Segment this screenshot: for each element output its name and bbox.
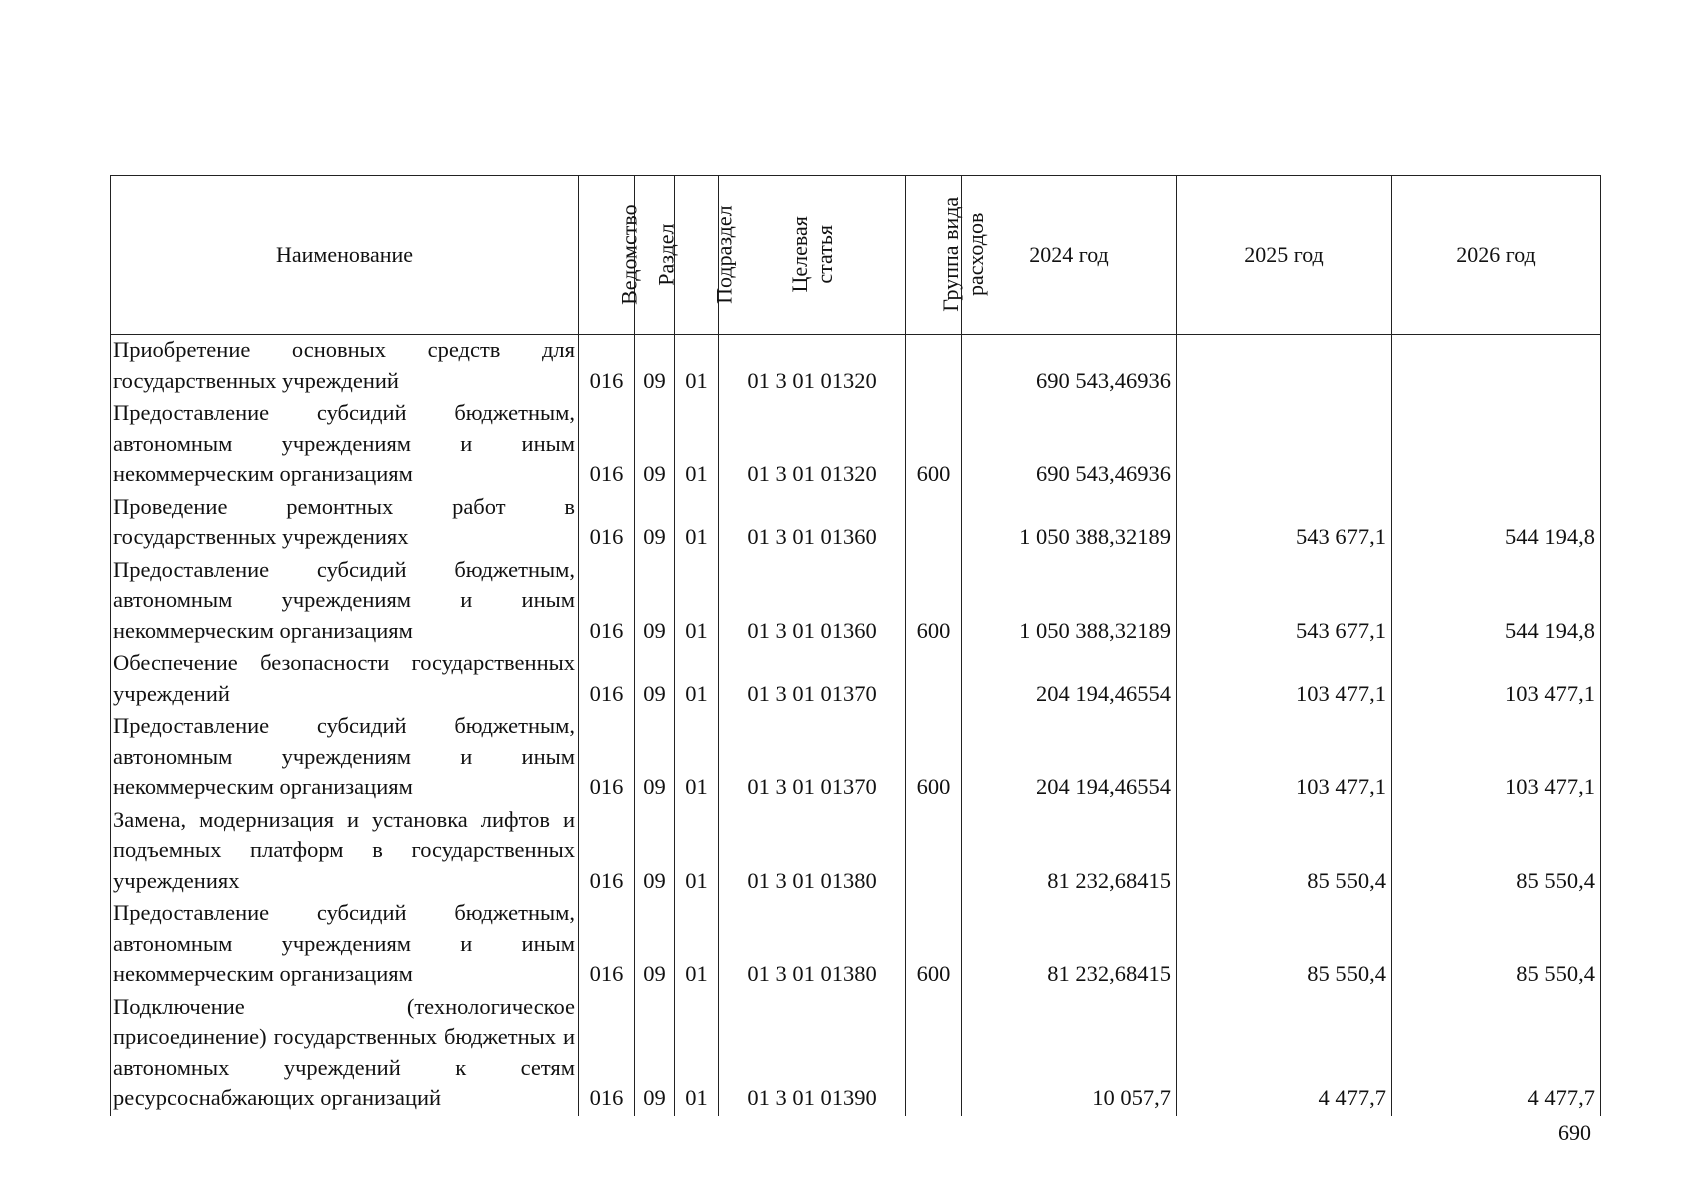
cell-razdel: 09 (635, 492, 675, 555)
cell-celevaya-statya: 01 3 01 01370 (719, 648, 906, 711)
cell-vid-rashodov (906, 335, 962, 399)
cell-vedomstvo: 016 (579, 555, 635, 649)
cell-podrazdel: 01 (675, 648, 719, 711)
cell-celevaya-statya: 01 3 01 01380 (719, 805, 906, 899)
budget-table-container (110, 175, 1600, 1116)
cell-2026: 544 194,8 (1392, 555, 1601, 649)
cell-name: Предоставление субсидий бюджетным, автономным учреждениям и иным некоммерческим организациям (111, 898, 579, 992)
cell-2026: 544 194,8 (1392, 492, 1601, 555)
cell-celevaya-statya: 01 3 01 01390 (719, 992, 906, 1116)
cell-vedomstvo: 016 (579, 805, 635, 899)
budget-table (110, 175, 1601, 1116)
table-row (111, 555, 1601, 649)
table-row (111, 335, 1601, 399)
cell-celevaya-statya: 01 3 01 01320 (719, 398, 906, 492)
cell-2024: 10 057,7 (962, 992, 1177, 1116)
cell-name: Приобретение основных средств для государственных учреждений (111, 335, 579, 399)
cell-2026: 85 550,4 (1392, 898, 1601, 992)
cell-vid-rashodov (906, 492, 962, 555)
cell-razdel: 09 (635, 335, 675, 399)
table-row (111, 398, 1601, 492)
cell-name: Предоставление субсидий бюджетным, автономным учреждениям и иным некоммерческим организациям (111, 711, 579, 805)
cell-2024: 690 543,46936 (962, 398, 1177, 492)
cell-razdel: 09 (635, 711, 675, 805)
cell-celevaya-statya: 01 3 01 01370 (719, 711, 906, 805)
cell-vedomstvo: 016 (579, 648, 635, 711)
header-2024: 2024 год (962, 176, 1177, 335)
cell-name: Обеспечение безопасности государственных учреждений (111, 648, 579, 711)
cell-razdel: 09 (635, 555, 675, 649)
cell-razdel: 09 (635, 398, 675, 492)
cell-2024: 1 050 388,32189 (962, 555, 1177, 649)
header-razdel: Раздел (635, 176, 675, 335)
cell-name: Замена, модернизация и установка лифтов и подъемных платформ в государственных учреждениях (111, 805, 579, 899)
cell-podrazdel: 01 (675, 492, 719, 555)
cell-2024: 204 194,46554 (962, 711, 1177, 805)
cell-2025: 103 477,1 (1177, 711, 1392, 805)
cell-podrazdel: 01 (675, 898, 719, 992)
cell-vedomstvo: 016 (579, 898, 635, 992)
cell-podrazdel: 01 (675, 335, 719, 399)
cell-podrazdel: 01 (675, 992, 719, 1116)
cell-2026: 103 477,1 (1392, 711, 1601, 805)
cell-celevaya-statya: 01 3 01 01360 (719, 492, 906, 555)
cell-2026: 85 550,4 (1392, 805, 1601, 899)
table-row (111, 648, 1601, 711)
cell-vid-rashodov (906, 648, 962, 711)
cell-2024: 204 194,46554 (962, 648, 1177, 711)
cell-podrazdel: 01 (675, 555, 719, 649)
table-row (111, 492, 1601, 555)
cell-podrazdel: 01 (675, 805, 719, 899)
cell-2026 (1392, 398, 1601, 492)
cell-2025: 85 550,4 (1177, 898, 1392, 992)
cell-podrazdel: 01 (675, 711, 719, 805)
cell-razdel: 09 (635, 992, 675, 1116)
cell-2026: 103 477,1 (1392, 648, 1601, 711)
cell-2024: 81 232,68415 (962, 805, 1177, 899)
cell-vedomstvo: 016 (579, 398, 635, 492)
cell-celevaya-statya: 01 3 01 01360 (719, 555, 906, 649)
table-row (111, 898, 1601, 992)
cell-2025: 543 677,1 (1177, 555, 1392, 649)
cell-vid-rashodov: 600 (906, 555, 962, 649)
header-name: Наименование (111, 176, 579, 335)
cell-vid-rashodov (906, 805, 962, 899)
header-row (111, 176, 1601, 335)
cell-2025: 543 677,1 (1177, 492, 1392, 555)
cell-vedomstvo: 016 (579, 711, 635, 805)
cell-celevaya-statya: 01 3 01 01380 (719, 898, 906, 992)
table-row (111, 711, 1601, 805)
cell-name: Подключение (технологическое присоединение) государственных бюджетных и автономных учреждений к сетям ресурсоснабжающих организаций (111, 992, 579, 1116)
cell-2024: 1 050 388,32189 (962, 492, 1177, 555)
table-row (111, 992, 1601, 1116)
cell-razdel: 09 (635, 898, 675, 992)
cell-2024: 81 232,68415 (962, 898, 1177, 992)
cell-name: Предоставление субсидий бюджетным, автономным учреждениям и иным некоммерческим организациям (111, 398, 579, 492)
header-gruppa-vida-rashodov: Группа вида расходов (906, 176, 962, 335)
cell-vid-rashodov: 600 (906, 711, 962, 805)
cell-vid-rashodov: 600 (906, 398, 962, 492)
cell-vid-rashodov (906, 992, 962, 1116)
cell-2026: 4 477,7 (1392, 992, 1601, 1116)
cell-2025: 103 477,1 (1177, 648, 1392, 711)
cell-2025: 4 477,7 (1177, 992, 1392, 1116)
cell-2025 (1177, 335, 1392, 399)
header-2026: 2026 год (1392, 176, 1601, 335)
cell-vedomstvo: 016 (579, 992, 635, 1116)
cell-2024: 690 543,46936 (962, 335, 1177, 399)
table-row (111, 805, 1601, 899)
cell-celevaya-statya: 01 3 01 01320 (719, 335, 906, 399)
cell-vedomstvo: 016 (579, 335, 635, 399)
header-vedomstvo: Ведомство (579, 176, 635, 335)
cell-name: Проведение ремонтных работ в государственных учреждениях (111, 492, 579, 555)
cell-name: Предоставление субсидий бюджетным, автономным учреждениям и иным некоммерческим организациям (111, 555, 579, 649)
cell-razdel: 09 (635, 805, 675, 899)
header-podrazdel: Подраздел (675, 176, 719, 335)
cell-podrazdel: 01 (675, 398, 719, 492)
cell-vedomstvo: 016 (579, 492, 635, 555)
header-celevaya-statya: Целевая статья (719, 176, 906, 335)
page-number: 690 (1558, 1120, 1591, 1145)
cell-2026 (1392, 335, 1601, 399)
cell-razdel: 09 (635, 648, 675, 711)
cell-vid-rashodov: 600 (906, 898, 962, 992)
header-2025: 2025 год (1177, 176, 1392, 335)
cell-2025: 85 550,4 (1177, 805, 1392, 899)
cell-2025 (1177, 398, 1392, 492)
